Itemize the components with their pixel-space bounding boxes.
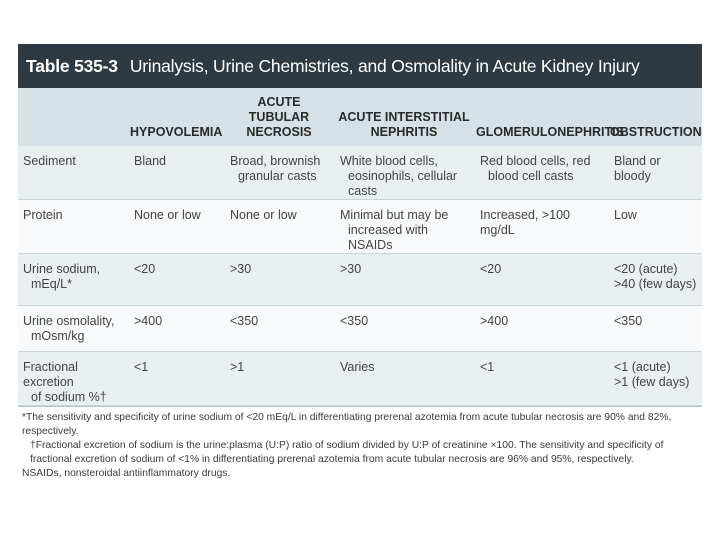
table-cell — [334, 306, 474, 352]
cell-line: >30 — [230, 262, 252, 276]
row-label — [18, 200, 128, 254]
cell-line: <20 (acute) — [614, 262, 678, 276]
table-title-bar — [18, 44, 702, 88]
table-cell — [474, 254, 608, 306]
row-label-line: mOsm/kg — [31, 329, 85, 343]
cell-line: >30 — [340, 262, 362, 276]
column-header-hypovolemia: HYPOVOLEMIA — [130, 125, 223, 139]
cell-line: <1 — [480, 360, 495, 374]
table-figure — [18, 44, 702, 479]
cell-line: <1 — [134, 360, 149, 374]
cell-line: >400 — [134, 314, 163, 328]
cell-line: Bland — [134, 154, 166, 168]
cell-line: Varies — [340, 360, 375, 374]
cell-line: <350 — [340, 314, 369, 328]
row-label-line: Urine sodium, — [23, 262, 101, 276]
table-cell — [608, 254, 702, 306]
cell-line: eosinophils, cellular casts — [348, 169, 458, 198]
table-number: Table 535-3 — [26, 55, 118, 76]
table-cell — [608, 200, 702, 254]
footnotes — [18, 406, 702, 479]
table-cell — [474, 352, 608, 406]
table-cell — [334, 254, 474, 306]
table-cell — [608, 352, 702, 406]
table-cell — [128, 306, 224, 352]
table-row — [18, 146, 702, 200]
cell-line: <20 — [480, 262, 502, 276]
row-label-line: Urine osmolality, — [23, 314, 115, 328]
table-cell — [474, 146, 608, 200]
row-label-line: of sodium %† — [31, 390, 107, 404]
cell-line: Bland or bloody — [614, 154, 661, 183]
table-cell — [474, 200, 608, 254]
cell-line: >1 — [230, 360, 245, 374]
cell-line: >40 (few days) — [614, 277, 697, 291]
data-table — [18, 88, 702, 406]
table-cell — [224, 352, 334, 406]
cell-line: blood cell casts — [488, 169, 574, 183]
cell-line: Red blood cells, red — [480, 154, 591, 168]
cell-line: Increased, >100 mg/dL — [480, 208, 570, 237]
table-cell — [608, 306, 702, 352]
table-cell — [224, 254, 334, 306]
cell-line: <20 — [134, 262, 156, 276]
table-cell — [334, 200, 474, 254]
column-header-blank — [18, 88, 128, 146]
header-row — [18, 88, 702, 146]
table-cell — [334, 146, 474, 200]
cell-line: None or low — [230, 208, 297, 222]
row-label-line: Sediment — [23, 154, 76, 168]
row-label-line: Protein — [23, 208, 63, 222]
table-cell — [128, 352, 224, 406]
cell-line: Low — [614, 208, 637, 222]
row-label — [18, 306, 128, 352]
cell-line: Broad, brownish — [230, 154, 321, 168]
table-row — [18, 306, 702, 352]
table-cell — [128, 254, 224, 306]
footnote-sodium: *The sensitivity and specificity of urine sodium of <20 mEq/L in differentiating prerenal azotemia from acute tubular necrosis are 90% and 82%, respectively. — [22, 412, 672, 437]
cell-line: >1 (few days) — [614, 375, 690, 389]
column-header-gn: GLOMERULONEPHRITIS — [476, 125, 624, 139]
table-row — [18, 200, 702, 254]
cell-line: None or low — [134, 208, 201, 222]
table-cell — [224, 146, 334, 200]
column-header-ain: ACUTE INTERSTITIAL NEPHRITIS — [338, 110, 470, 139]
table-cell — [224, 200, 334, 254]
table-cell — [608, 146, 702, 200]
column-header-obstruction: OBSTRUCTION — [610, 125, 702, 139]
column-header-atn: ACUTE TUBULAR NECROSIS — [246, 95, 312, 139]
table-cell — [334, 352, 474, 406]
table-cell — [128, 146, 224, 200]
row-label — [18, 146, 128, 200]
table-row — [18, 352, 702, 406]
row-label-line: mEq/L* — [31, 277, 72, 291]
cell-line: White blood cells, — [340, 154, 438, 168]
footnote-nsaids: NSAIDs, nonsteroidal antiinflammatory drugs. — [22, 468, 231, 479]
cell-line: Minimal but may be — [340, 208, 449, 222]
cell-line: <350 — [614, 314, 643, 328]
table-row — [18, 254, 702, 306]
table-cell — [224, 306, 334, 352]
row-label-line: Fractional excretion — [23, 360, 78, 389]
cell-line: <350 — [230, 314, 259, 328]
cell-line: granular casts — [238, 169, 317, 183]
row-label — [18, 352, 128, 406]
cell-line: increased with NSAIDs — [348, 223, 428, 252]
table-cell — [128, 200, 224, 254]
table-title: Urinalysis, Urine Chemistries, and Osmolality in Acute Kidney Injury — [129, 55, 640, 76]
cell-line: <1 (acute) — [614, 360, 671, 374]
row-label — [18, 254, 128, 306]
table-cell — [474, 306, 608, 352]
footnote-fena: †Fractional excretion of sodium is the urine:plasma (U:P) ratio of sodium divided by U:P of creatinine ×100. The sensitivity and specificity of fractional excretion of sodium of <1% in differentiating prerenal azotemia from acute tubular necrosis are 96% and 95%, respectively. — [30, 440, 664, 465]
cell-line: >400 — [480, 314, 509, 328]
